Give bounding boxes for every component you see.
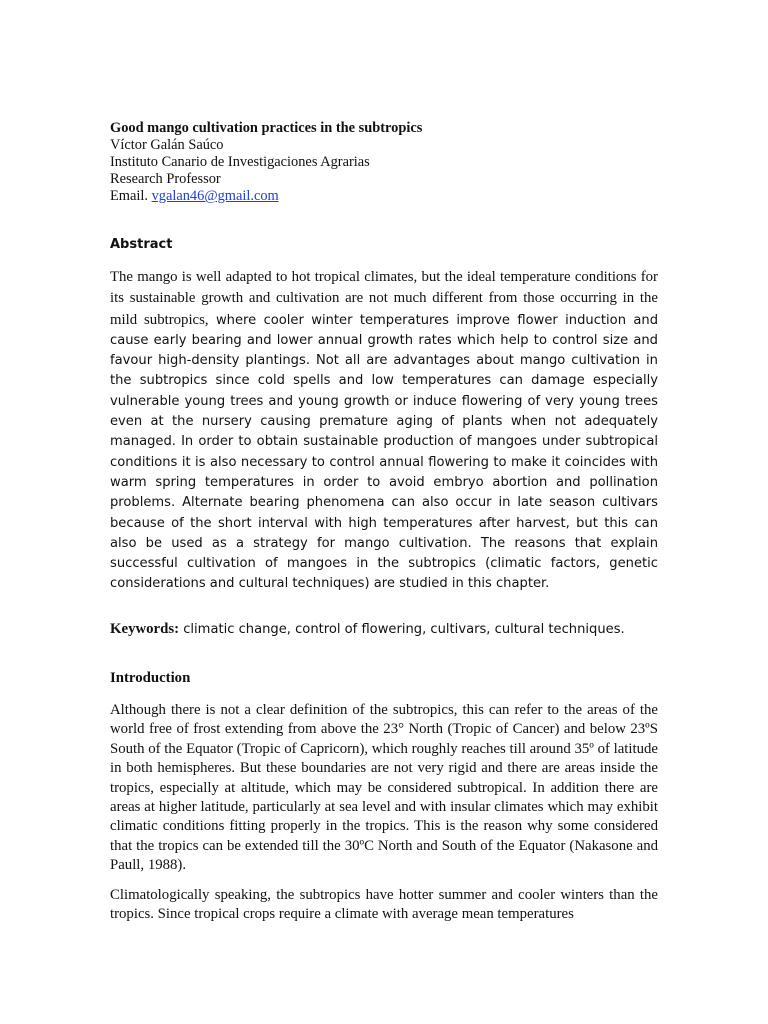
keywords-line [110,621,670,638]
abstract-heading: Abstract [110,237,173,252]
introduction-paragraph-2: Climatologically speaking, the subtropics have hotter summer and cooler winters than the tropics. Since tropical crops require a climate with average mean temperatures [110,887,658,923]
keywords-text: climatic change, control of flowering, cultivars, cultural techniques. [179,622,625,637]
abstract-body-sans: where cooler winter temperatures improve flower induction and cause early bearing and lower annual growth rates which help to control size and favour high-density plantings. Not all are advantages about mango cultivation in the subtropics since cold spells and low temperatures can damage especially vulnerable young trees and young growth or induce flowering of very young trees even at the nursery causing premature aging of plants when not adequately managed. In order to obtain sustainable production of mangoes under subtropical conditions it is also necessary to control annual flowering to make it coincides with warm spring temperatures in order to avoid embryo abortion and pollination problems. Alternate bearing phenomena can also occur in late season cultivars because of the short interval with high temperatures after harvest, but this can also be used as a strategy for mango cultivation. The reasons that explain successful cultivation of mangoes in the subtropics (climatic factors, genetic considerations and cultural techniques) are studied in this chapter. [110,312,659,592]
document-header [110,120,670,205]
document-title: Good mango cultivation practices in the subtropics [110,120,423,136]
email-line [110,188,670,205]
email-label: Email. [110,188,152,204]
author-name: Víctor Galán Saúco [110,137,224,153]
abstract-body [110,267,658,595]
abstract-body-serif: The mango is well adapted to hot tropical climates, but the ideal temperature conditions for its sustainable growth and cultivation are not much different from those occurring in the mild subtropics, [110,269,658,328]
author-institution: Instituto Canario de Investigaciones Agrarias [110,154,370,170]
author-role: Research Professor [110,171,221,187]
email-link[interactable]: vgalan46@gmail.com [151,188,279,204]
keywords-label: Keywords: [110,621,180,637]
introduction-paragraph-1: Although there is not a clear definition of the subtropics, this can refer to the areas of the world free of frost extending from above the 23° North (Tropic of Cancer) and below 23ºS South of the Equator (Tropic of Capricorn), which roughly reaches till around 35º of latitude in both hemispheres. But these boundaries are not very rigid and there are areas inside the tropics, especially at altitude, which may be considered subtropical. In addition there are areas at higher latitude, particularly at sea level and with insular climates which may exhibit climatic conditions fitting properly in the tropics. This is the reason why some considered that the tropics can be extended till the 30ºC North and South of the Equator (Nakasone and Paull, 1988). [110,702,658,874]
introduction-heading: Introduction [110,670,191,686]
